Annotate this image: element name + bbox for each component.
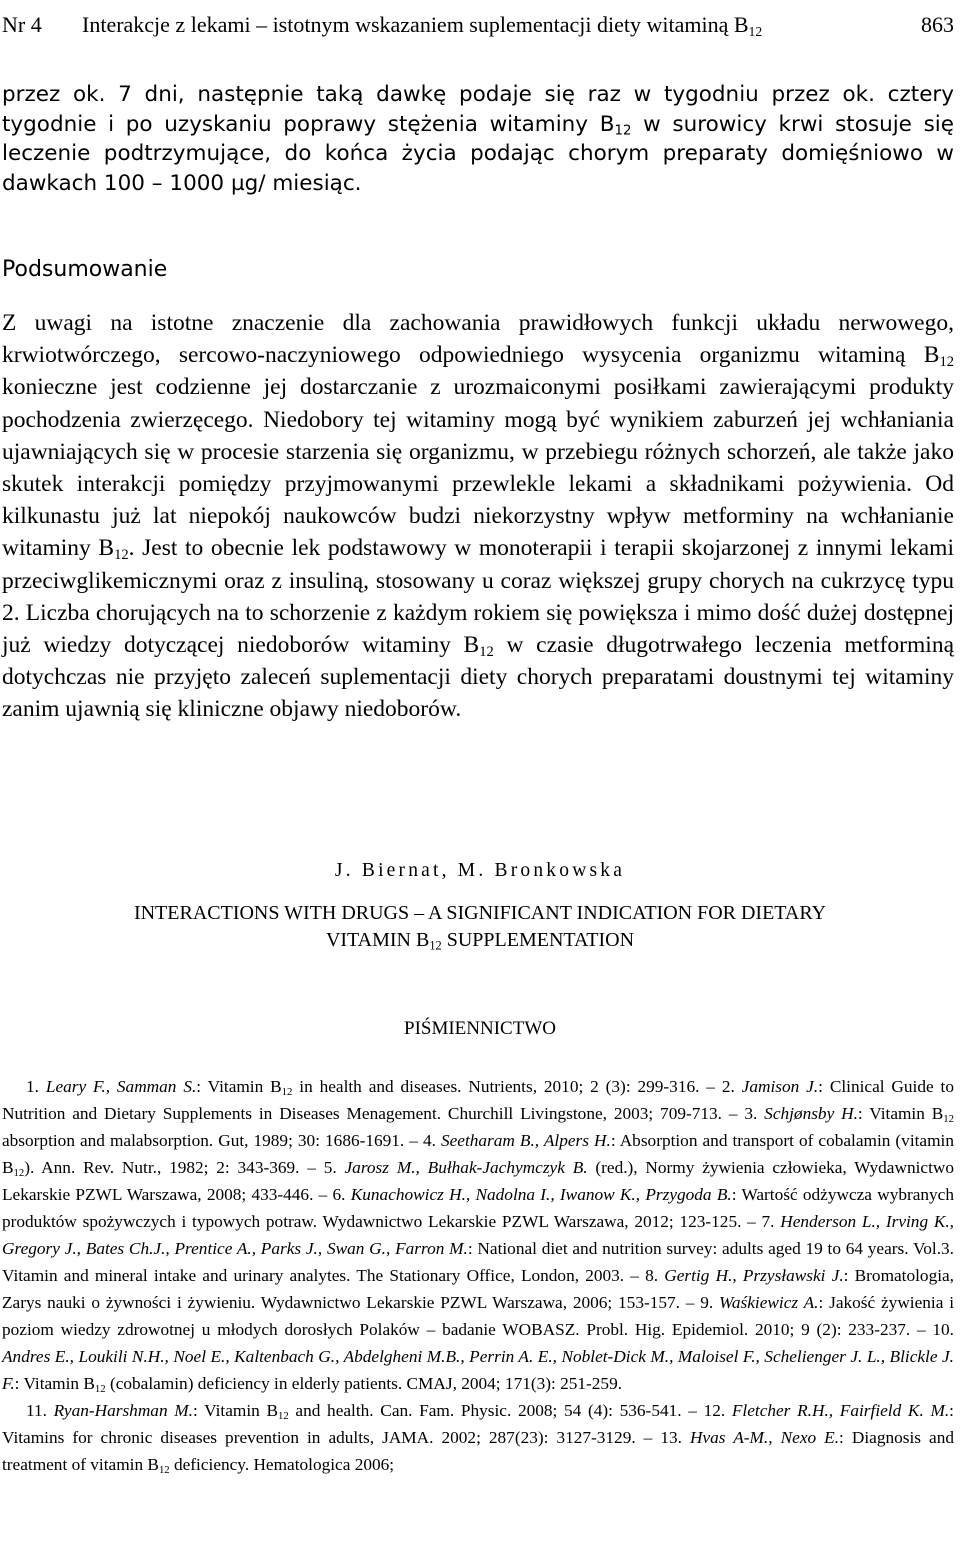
references-block-1: 1. Leary F., Samman S.: Vitamin $B_{12}$ in health and diseases. Nutrients, 2010; 2 (3): 299-316. – 2. Jamison J.: Clinical Guide to Nutrition and Dietary Supplements in Diseases Menagement. Churchill Livingstone, 2003; 709-713. – 3. Schjønsby H.: Vitamin $B_{12}$ absorption and malabsorption. Gut, 1989; 30: 1686-1691. – 4. Seetharam B., Alpers H.: Absorption and transport of cobalamin (vitamin $B_{12}$). Ann. Rev. Nutr., 1982; 2: 343-369. – 5. Jarosz M., Bułhak-Jachymczyk B. (red.), Normy żywienia człowieka, Wydawnictwo Lekarskie PZWL Warszawa, 2008; 433-446. – 6. Kunachowicz H., Nadolna I., Iwanow K., Przygoda B.: Wartość odżywcza wybranych produktów spożywczych i typowych potraw. Wydawnictwo Lekarskie PZWL Warszawa, 2012; 123-125. – 7. Henderson L., Irving K., Gregory J., Bates Ch.J., Prentice A., Parks J., Swan G., Farron M.: National diet and nutrition survey: adults aged 19 to 64 years. Vol.3. Vitamin and mineral intake and urinary analytes. The Stationary Office, London, 2003. – 8. Gertig H., Przysławski J.: Bromatologia, Zarys nauki o żywności i żywieniu. Wydawnictwo Lekarskie PZWL Warszawa, 2006; 153-157. – 9. Waśkiewicz A.: Jakość żywienia i poziom wiedzy zdrowotnej u młodych dorosłych Polaków – badanie WOBASZ. Probl. Hig. Epidemiol. 2010; 9 (2): 233-237. – 10. Andres E., Loukili N.H., Noel E., Kaltenbach G., Abdelgheni M.B., Perrin A. E., Noblet-Dick M., Maloisel F., Schelienger J. L., Blickle J. F.: Vitamin $B_{12}$ (cobalamin) deficiency in elderly patients. CMAJ, 2004; 171(3): 251-259. xyxy=(2,1077,954,1395)
running-title: Interakcje z lekami – istotnym wskazaniem suplementacji diety witaminą $B_{12}$ xyxy=(82,12,763,39)
references-block-2: 11. Ryan-Harshman M.: Vitamin $B_{12}$ and health. Can. Fam. Physic. 2008; 54 (4): 536-541. – 12. Fletcher R.H., Fairfield K. M.: Vitamins for chronic diseases prevention in adults, JAMA. 2002; 287(23): 3127-3129. – 13. Hvas A-M., Nexo E.: Diagnosis and treatment of vitamin $B_{12}$ deficiency. Hematologica 2006; xyxy=(2,1401,954,1476)
issue-number: Nr 4 xyxy=(2,12,42,37)
english-title: INTERACTIONS WITH DRUGS – A SIGNIFICANT INDICATION FOR DIETARY VITAMIN $B_{12}$ SUPPLEMENTATION xyxy=(133,902,827,953)
page-number: 863 xyxy=(921,12,954,37)
section-title-summary: Podsumowanie xyxy=(2,257,168,282)
intro-paragraph: przez ok. 7 dni, następnie taką dawkę podaje się raz w tygodniu przez ok. cztery tygodnie i po uzyskaniu poprawy stężenia witaminy $B_{12}$ w surowicy krwi stosuje się leczenie podtrzymujące, do końca życia podając chorym preparaty domięśniowo w dawkach 100 – 1000 µg/ miesiąc. xyxy=(2,82,954,196)
references-heading: PIŚMIENNICTWO xyxy=(404,1018,556,1039)
summary-paragraph: Z uwagi na istotne znaczenie dla zachowania prawidłowych funkcji układu nerwowego, krwiotwórczego, sercowo-naczyniowego odpowiedniego wysycenia organizmu witaminą $B_{12}$ konieczne jest codzienne jej dostarczanie z urozmaiconymi posiłkami zawierającymi produkty pochodzenia zwierzęcego. Niedobory tej witaminy mogą być wynikiem zaburzeń jej wchłaniania ujawniających się w procesie starzenia się organizmu, w przebiegu różnych schorzeń, ale także jako skutek interakcji pomiędzy przyjmowanymi przewlekle lekami a składnikami pożywienia. Od kilkunastu już lat niepokój naukowców budzi niekorzystny wpływ metforminy na wchłanianie witaminy $B_{12}$. Jest to obecnie lek podstawowy w monoterapii i terapii skojarzonej z innymi lekami przeciwglikemicznymi oraz z insuliną, stosowany u coraz większej grupy chorych na cukrzycę typu 2. Liczba chorujących na to schorzenie z każdym rokiem się powiększa i mimo dość dużej dostępnej już wiedzy dotyczącej niedoborów witaminy $B_{12}$ w czasie długotrwałego leczenia metforminą dotychczas nie przyjęto zaleceń suplementacji diety chorych preparatami doustnymi tej witaminy zanim ujawnią się kliniczne objawy niedoborów. xyxy=(2,310,954,723)
references-list xyxy=(2,1073,954,1478)
running-header xyxy=(2,10,954,40)
english-authors: J. Biernat, M. Bronkowska xyxy=(334,860,626,881)
